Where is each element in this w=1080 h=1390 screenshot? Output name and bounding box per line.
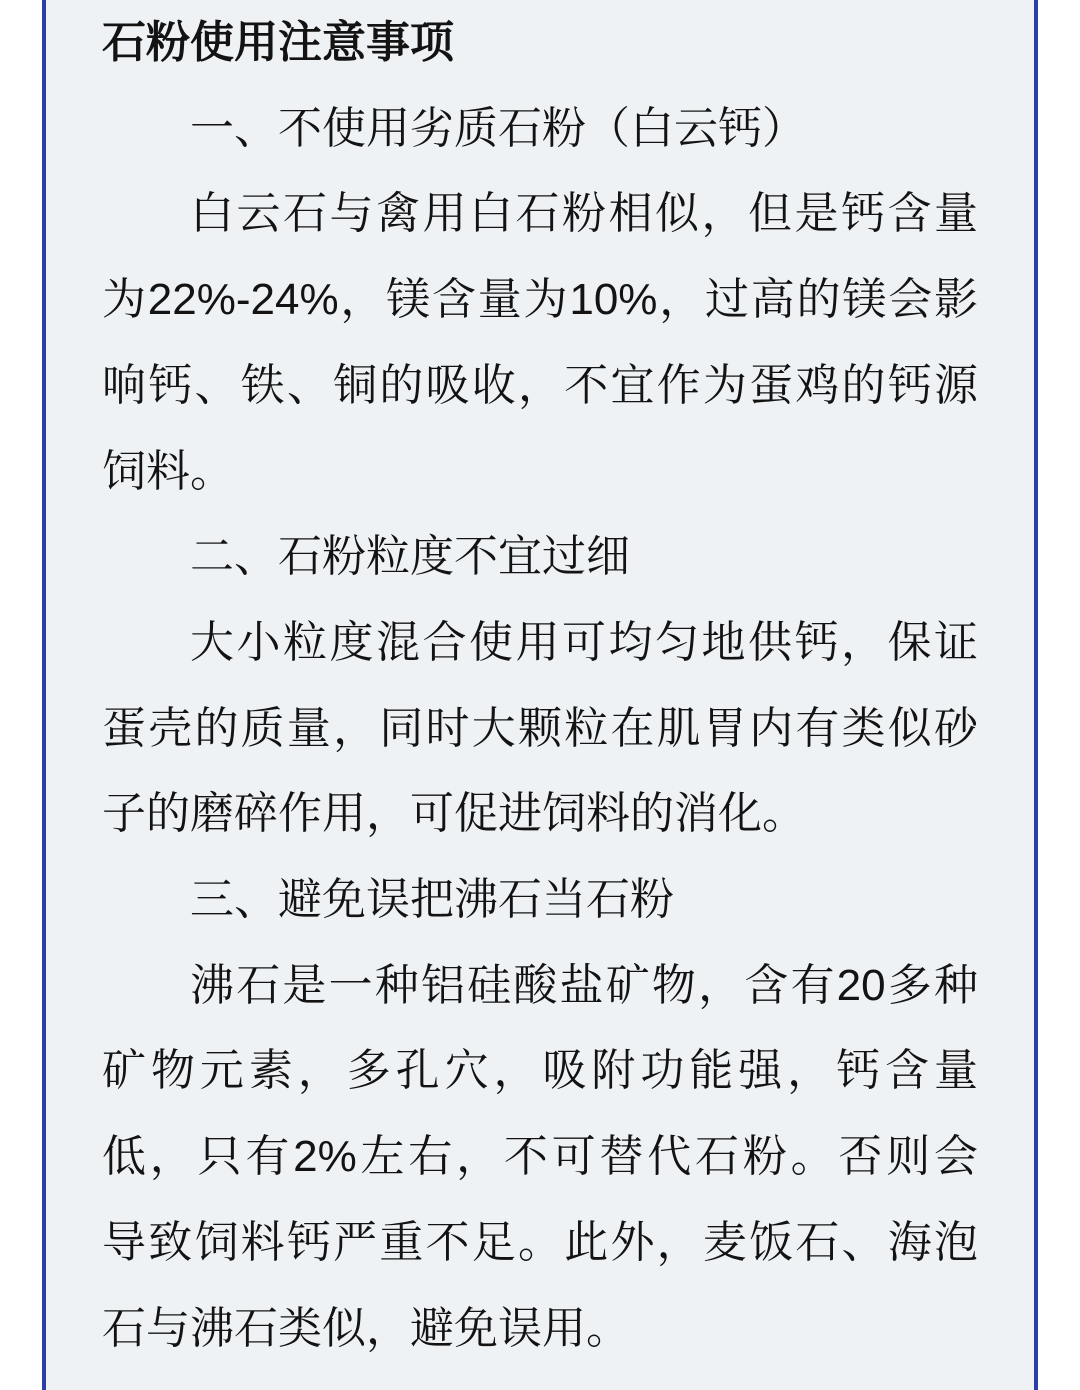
section-2-heading: 二、石粉粒度不宜过细 — [190, 532, 630, 582]
section-2-text-line: 大小粒度混合使用可均匀地供钙，保证 — [190, 617, 978, 667]
section-2-text-line: 子的磨碎作用，可促进饲料的消化。 — [102, 789, 806, 839]
section-3-text-line: 石与沸石类似，避免误用。 — [102, 1303, 630, 1353]
section-1-text-line: 饲料。 — [102, 446, 234, 496]
section-1-heading: 一、不使用劣质石粉（白云钙） — [190, 103, 806, 153]
section-3-text-line: 导致饲料钙严重不足。此外，麦饭石、海泡 — [102, 1217, 978, 1267]
section-3-text-line: 低，只有2%左右，不可替代石粉。否则会 — [102, 1132, 978, 1182]
section-3-text-line: 矿物元素，多孔穴，吸附功能强，钙含量 — [102, 1046, 978, 1096]
article-title: 石粉使用注意事项 — [102, 18, 454, 67]
section-1-text-line: 为22%-24%，镁含量为10%，过高的镁会影 — [102, 275, 978, 325]
article-panel — [42, 0, 1038, 1390]
section-1-text-line: 响钙、铁、铜的吸收，不宜作为蛋鸡的钙源 — [102, 360, 978, 410]
section-3-heading: 三、避免误把沸石当石粉 — [190, 875, 674, 925]
section-1-text-line: 白云石与禽用白石粉相似，但是钙含量 — [190, 189, 978, 239]
section-3-text-line: 沸石是一种铝硅酸盐矿物，含有20多种 — [190, 960, 978, 1010]
section-2-text-line: 蛋壳的质量，同时大颗粒在肌胃内有类似砂 — [102, 703, 978, 753]
